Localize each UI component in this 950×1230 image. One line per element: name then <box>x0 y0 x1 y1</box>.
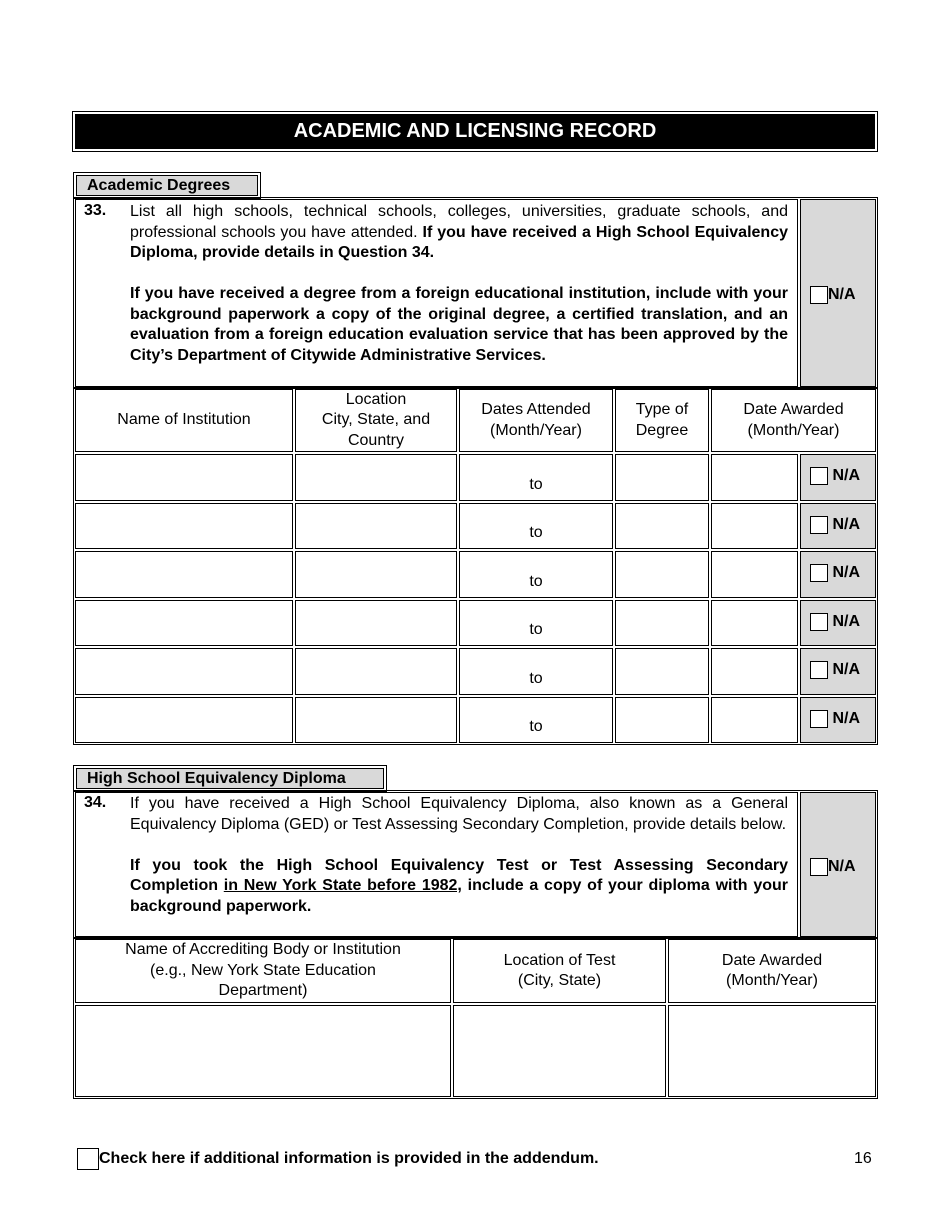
na-label: N/A <box>828 515 860 533</box>
row-na[interactable] <box>810 613 860 631</box>
column-header: Date Awarded (Month/Year) <box>711 389 876 452</box>
table-cell[interactable] <box>615 697 709 744</box>
question-33-bold: If you have received a High School Equivalency Diploma, provide details in Question 34. <box>130 223 788 261</box>
na-checkbox[interactable] <box>810 858 828 876</box>
table-cell[interactable] <box>711 551 798 598</box>
na-label: N/A <box>828 612 860 630</box>
row-na[interactable] <box>810 661 860 679</box>
section-tab-academic-degrees <box>73 172 261 199</box>
question-34-bold-a: If you took the High School Equivalency Test or Test Assessing Secondary Completion <box>130 856 788 894</box>
question-34-na[interactable] <box>810 858 856 876</box>
column-header: Location of Test (City, State) <box>453 939 666 1003</box>
question-33-text <box>130 202 788 366</box>
table-cell[interactable] <box>295 600 457 647</box>
question-34-plain: If you have received a High School Equivalency Diploma, also known as a General Equivalency Diploma (GED) or Test Assessing Secondary Completion, provide details below. <box>130 795 788 833</box>
row-na[interactable] <box>810 710 860 728</box>
na-label: N/A <box>828 564 860 581</box>
table-cell[interactable] <box>75 600 293 647</box>
na-checkbox[interactable] <box>810 613 828 631</box>
row-na[interactable] <box>810 564 860 582</box>
section-tab-hse-diploma <box>73 765 387 792</box>
section-tab-label: High School Equivalency Diploma <box>76 768 384 789</box>
table-cell[interactable] <box>75 503 293 550</box>
table-cell[interactable] <box>295 697 457 744</box>
table-cell[interactable] <box>459 648 613 695</box>
table-cell[interactable] <box>459 454 613 501</box>
to-label: to <box>529 621 543 638</box>
na-checkbox[interactable] <box>810 710 828 728</box>
table-cell[interactable] <box>459 697 613 744</box>
row-na-cell <box>800 551 876 598</box>
na-checkbox[interactable] <box>810 564 828 582</box>
to-label: to <box>529 475 543 493</box>
table-cell[interactable] <box>295 454 457 501</box>
table-cell[interactable] <box>711 600 798 647</box>
to-label: to <box>529 524 543 541</box>
page-number: 16 <box>854 1150 872 1167</box>
question-34-bold-underline: in New York State before 1982, <box>223 877 462 894</box>
table-cell[interactable] <box>668 1005 876 1097</box>
addendum-text: Check here if additional information is provided in the addendum. <box>99 1150 599 1167</box>
column-header: Name of Institution <box>75 389 293 452</box>
table-cell[interactable] <box>453 1005 666 1097</box>
question-33-na[interactable] <box>810 286 856 304</box>
row-na[interactable] <box>810 516 860 534</box>
table-cell[interactable] <box>459 551 613 598</box>
table-cell[interactable] <box>295 648 457 695</box>
to-label: to <box>529 572 543 590</box>
na-label: N/A <box>828 858 856 875</box>
addendum-checkbox[interactable] <box>77 1148 99 1170</box>
table-cell[interactable] <box>615 600 709 647</box>
table-cell[interactable] <box>295 551 457 598</box>
row-na-cell <box>800 600 876 647</box>
question-34-text <box>130 794 788 917</box>
row-na-cell <box>800 503 876 550</box>
question-34-bold-b: include a copy of your diploma with your background paperwork. <box>130 877 788 915</box>
question-33-plain: List all high schools, technical schools, colleges, universities, graduate schools, and professional schools you have attended. <box>130 203 788 241</box>
column-header: Dates Attended (Month/Year) <box>459 389 613 452</box>
table-cell[interactable] <box>75 454 293 501</box>
table-cell[interactable] <box>459 600 613 647</box>
question-33-bold-foreign: If you have received a degree from a foreign educational institution, include with your background paperwork a copy of the original degree, a certified translation, and an evaluation from a foreign education evaluation service that has been approved by the City’s Department of Citywide Administrative Services. <box>130 285 788 364</box>
row-na-cell <box>800 697 876 744</box>
table-cell[interactable] <box>711 503 798 550</box>
na-checkbox[interactable] <box>810 286 828 304</box>
table-cell[interactable] <box>75 648 293 695</box>
question-number: 34. <box>84 794 107 811</box>
table-cell[interactable] <box>615 503 709 550</box>
table-cell[interactable] <box>459 503 613 550</box>
na-label: N/A <box>828 661 860 678</box>
row-na-cell <box>800 648 876 695</box>
table-cell[interactable] <box>615 454 709 501</box>
column-header: Name of Accrediting Body or Institution (e.g., New York State Education Department) <box>75 939 451 1003</box>
na-checkbox[interactable] <box>810 661 828 679</box>
to-label: to <box>529 669 543 687</box>
na-label: N/A <box>828 709 860 727</box>
table-cell[interactable] <box>711 454 798 501</box>
na-checkbox[interactable] <box>810 467 828 485</box>
row-na-cell <box>800 454 876 501</box>
column-header: Type of Degree <box>615 389 709 452</box>
table-cell[interactable] <box>711 697 798 744</box>
table-cell[interactable] <box>75 551 293 598</box>
section-tab-label: Academic Degrees <box>76 175 258 196</box>
to-label: to <box>529 718 543 735</box>
row-na[interactable] <box>810 467 860 485</box>
column-header: Location City, State, and Country <box>295 389 457 452</box>
table-cell[interactable] <box>295 503 457 550</box>
addendum-row[interactable] <box>77 1148 599 1170</box>
na-label: N/A <box>828 467 860 484</box>
table-cell[interactable] <box>615 551 709 598</box>
question-number: 33. <box>84 202 107 219</box>
title-bar <box>72 111 878 152</box>
page-title: ACADEMIC AND LICENSING RECORD <box>75 114 875 149</box>
column-header: Date Awarded (Month/Year) <box>668 939 876 1003</box>
table-cell[interactable] <box>711 648 798 695</box>
na-label: N/A <box>828 286 856 303</box>
table-cell[interactable] <box>615 648 709 695</box>
table-cell[interactable] <box>75 1005 451 1097</box>
table-cell[interactable] <box>75 697 293 744</box>
na-checkbox[interactable] <box>810 516 828 534</box>
